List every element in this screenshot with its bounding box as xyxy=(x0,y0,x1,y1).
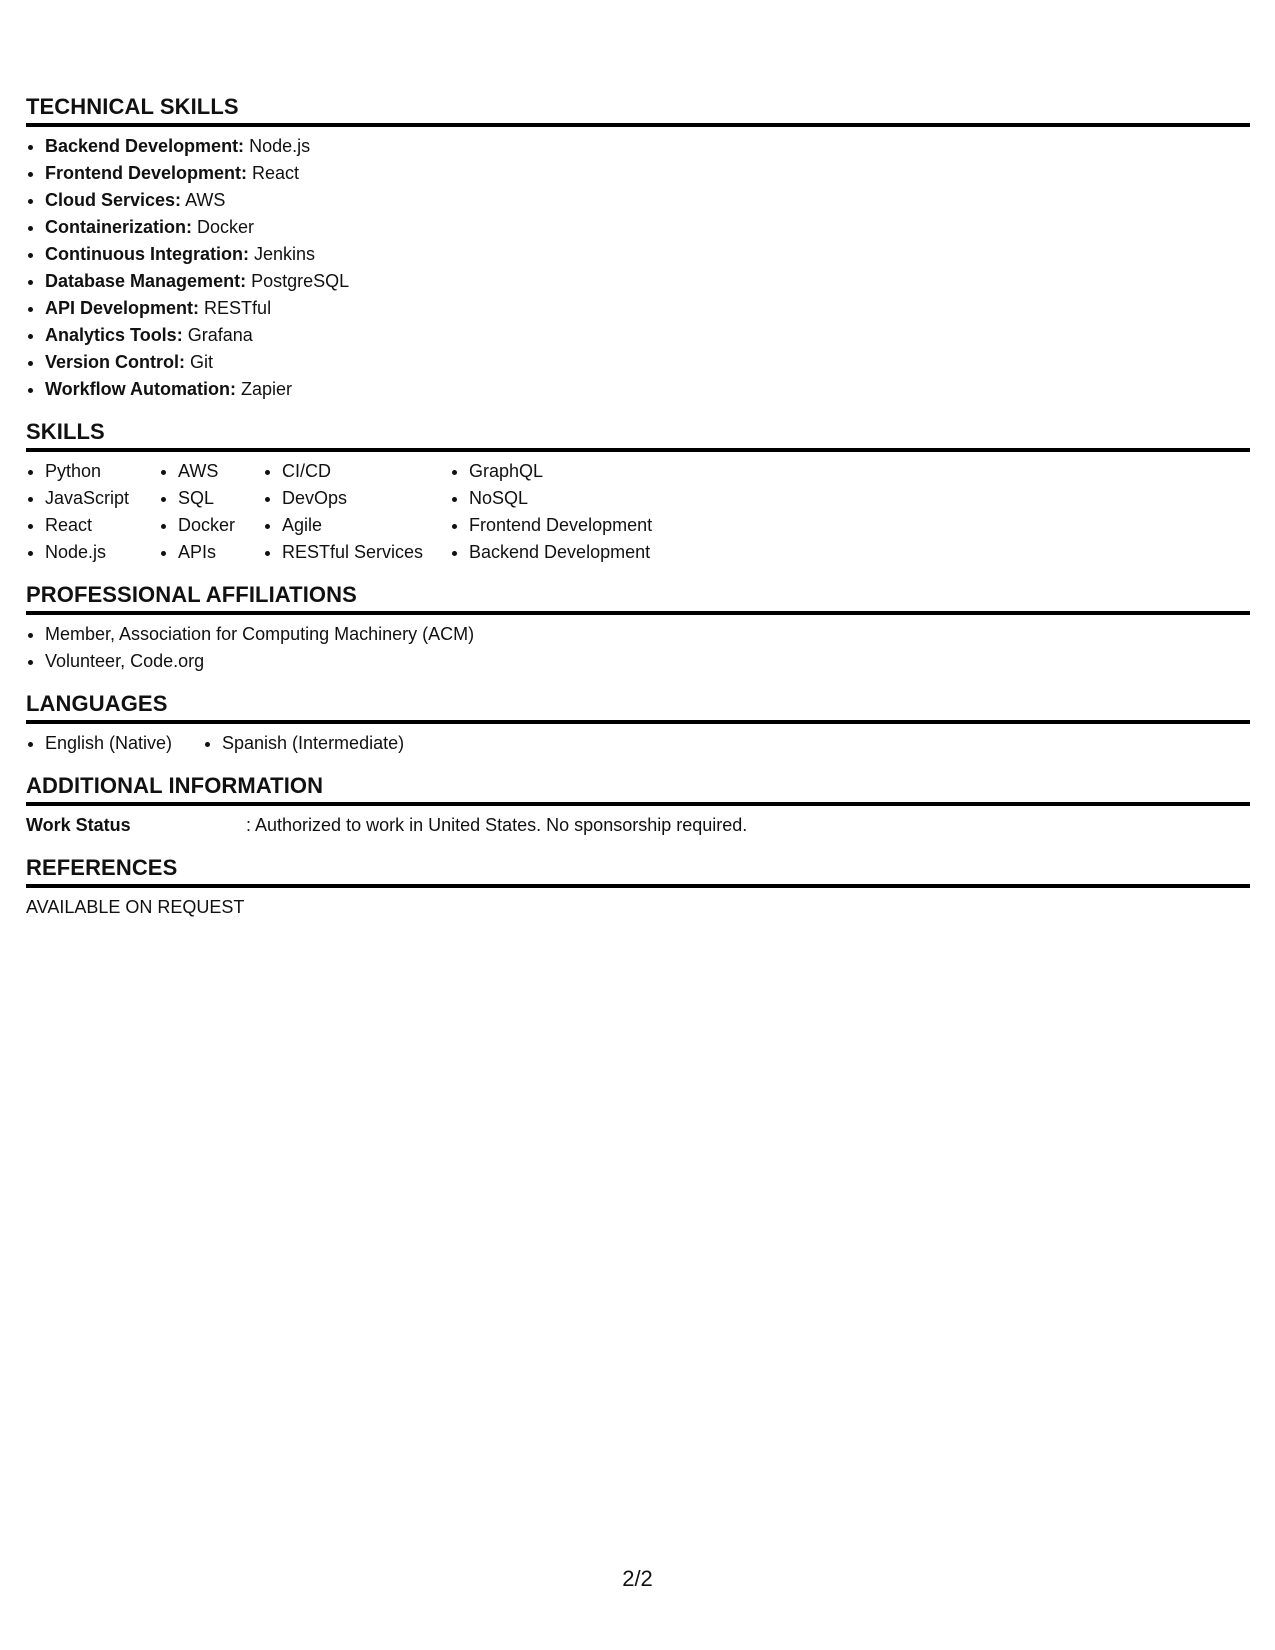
list-item: • JavaScript xyxy=(45,485,159,512)
list-item: • Volunteer, Code.org xyxy=(45,648,1250,675)
skill-value: PostgreSQL xyxy=(251,271,350,291)
list-item: • RESTful Services xyxy=(282,539,450,566)
skill-value: Grafana xyxy=(187,325,253,345)
work-status-value: : Authorized to work in United States. No sponsorship required. xyxy=(246,815,748,835)
languages-section xyxy=(26,691,1250,757)
technical-skills-section xyxy=(26,94,1250,403)
skills-column-3 xyxy=(263,458,450,566)
list-item xyxy=(45,376,1250,403)
languages-column-2 xyxy=(203,730,404,757)
skills-column-4 xyxy=(450,458,729,566)
skill-category: Version Control: xyxy=(45,352,186,372)
skill-value: Git xyxy=(190,352,214,372)
languages-heading: LANGUAGES xyxy=(26,691,1250,724)
list-item xyxy=(45,295,1250,322)
page-number: 2/2 xyxy=(622,1566,653,1591)
list-item: • NoSQL xyxy=(469,485,729,512)
skill-category: Database Management: xyxy=(45,271,247,291)
list-item: • DevOps xyxy=(282,485,450,512)
skill-category: Cloud Services: xyxy=(45,190,182,210)
list-item: • Backend Development xyxy=(469,539,729,566)
skill-value: AWS xyxy=(185,190,226,210)
list-item xyxy=(45,268,1250,295)
languages-row xyxy=(26,730,1250,757)
technical-skills-list xyxy=(26,133,1250,403)
list-item xyxy=(45,160,1250,187)
list-item xyxy=(45,322,1250,349)
skill-value: React xyxy=(252,163,300,183)
skill-category: API Development: xyxy=(45,298,200,318)
references-heading: REFERENCES xyxy=(26,855,1250,888)
technical-skills-heading: TECHNICAL SKILLS xyxy=(26,94,1250,127)
list-item xyxy=(45,133,1250,160)
list-item: • Frontend Development xyxy=(469,512,729,539)
references-text: AVAILABLE ON REQUEST xyxy=(26,897,245,917)
list-item: • APIs xyxy=(178,539,263,566)
skill-category: Frontend Development: xyxy=(45,163,248,183)
list-item: • English (Native) xyxy=(45,730,203,757)
list-item xyxy=(45,187,1250,214)
skill-category: Backend Development: xyxy=(45,136,245,156)
additional-info-heading: ADDITIONAL INFORMATION xyxy=(26,773,1250,806)
languages-column-1 xyxy=(26,730,203,757)
skills-column-1 xyxy=(26,458,159,566)
resume-page xyxy=(26,94,1250,937)
list-item xyxy=(45,349,1250,376)
list-item: • Spanish (Intermediate) xyxy=(222,730,404,757)
list-item: • SQL xyxy=(178,485,263,512)
skill-value: Node.js xyxy=(249,136,311,156)
list-item: • Member, Association for Computing Machinery (ACM) xyxy=(45,621,1250,648)
affiliations-section xyxy=(26,582,1250,675)
skill-value: Jenkins xyxy=(253,244,316,264)
skill-value: RESTful xyxy=(204,298,272,318)
list-item xyxy=(45,214,1250,241)
references-section xyxy=(26,855,1250,921)
work-status-label: Work Status xyxy=(26,815,131,835)
list-item: • CI/CD xyxy=(282,458,450,485)
skills-section xyxy=(26,419,1250,566)
list-item: • Agile xyxy=(282,512,450,539)
skill-category: Continuous Integration: xyxy=(45,244,249,264)
list-item xyxy=(45,241,1250,268)
list-item: • Docker xyxy=(178,512,263,539)
skills-column-2 xyxy=(159,458,263,566)
work-status-row xyxy=(26,812,1250,839)
affiliations-heading: PROFESSIONAL AFFILIATIONS xyxy=(26,582,1250,615)
skill-value: Docker xyxy=(197,217,255,237)
list-item: • React xyxy=(45,512,159,539)
skill-value: Zapier xyxy=(241,379,293,399)
list-item: • Python xyxy=(45,458,159,485)
skill-category: Containerization: xyxy=(45,217,192,237)
skills-heading: SKILLS xyxy=(26,419,1250,452)
list-item: • Node.js xyxy=(45,539,159,566)
additional-info-section xyxy=(26,773,1250,839)
skills-grid xyxy=(26,458,1250,566)
skill-category: Analytics Tools: xyxy=(45,325,183,345)
list-item: • GraphQL xyxy=(469,458,729,485)
list-item: • AWS xyxy=(178,458,263,485)
affiliations-list xyxy=(26,621,1250,675)
skill-category: Workflow Automation: xyxy=(45,379,236,399)
